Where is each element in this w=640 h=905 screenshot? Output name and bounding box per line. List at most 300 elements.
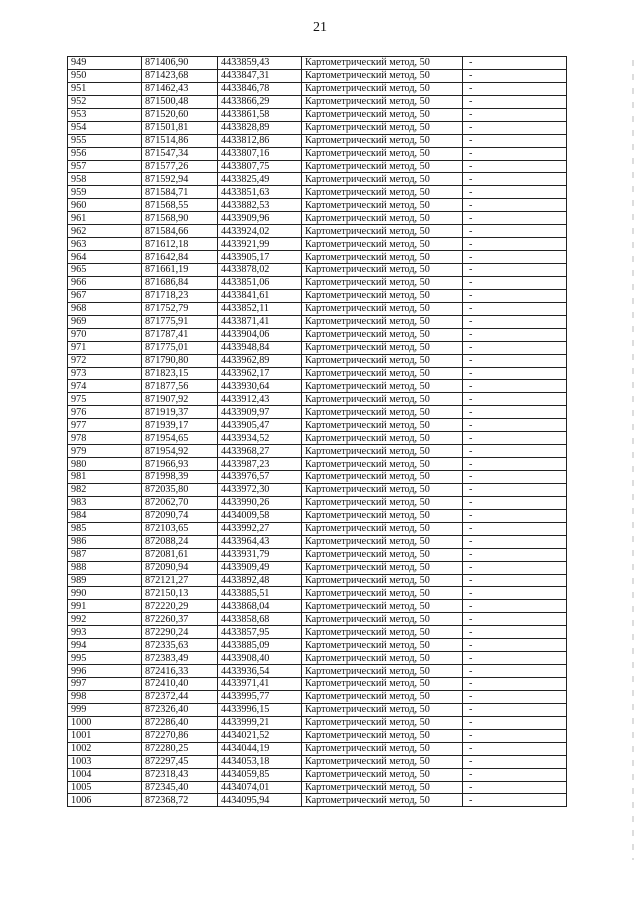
- method-cell: Картометрический метод, 50: [302, 108, 463, 121]
- y-coordinate-cell: 4433861,58: [218, 108, 302, 121]
- y-coordinate-cell: 4433859,43: [218, 57, 302, 70]
- x-coordinate-cell: 872368,72: [142, 794, 218, 807]
- x-coordinate-cell: 872280,25: [142, 742, 218, 755]
- table-row: [68, 264, 567, 277]
- y-coordinate-cell: 4433976,57: [218, 471, 302, 484]
- method-cell: Картометрический метод, 50: [302, 458, 463, 471]
- y-coordinate-cell: 4433878,02: [218, 264, 302, 277]
- point-number-cell: 965: [68, 264, 142, 277]
- y-coordinate-cell: 4433909,97: [218, 406, 302, 419]
- table-row: [68, 393, 567, 406]
- y-coordinate-cell: 4433912,43: [218, 393, 302, 406]
- point-number-cell: 989: [68, 574, 142, 587]
- table-row: [68, 186, 567, 199]
- table-row: [68, 380, 567, 393]
- error-cell: -: [463, 82, 567, 95]
- scan-edge-mark: [632, 60, 634, 860]
- table-row: [68, 574, 567, 587]
- error-cell: -: [463, 121, 567, 134]
- table-row: [68, 496, 567, 509]
- point-number-cell: 964: [68, 251, 142, 264]
- method-cell: Картометрический метод, 50: [302, 238, 463, 251]
- method-cell: Картометрический метод, 50: [302, 432, 463, 445]
- table-row: [68, 509, 567, 522]
- table-row: [68, 716, 567, 729]
- point-number-cell: 991: [68, 600, 142, 613]
- table-row: [68, 483, 567, 496]
- error-cell: -: [463, 276, 567, 289]
- method-cell: Картометрический метод, 50: [302, 212, 463, 225]
- method-cell: Картометрический метод, 50: [302, 561, 463, 574]
- y-coordinate-cell: 4433851,06: [218, 276, 302, 289]
- y-coordinate-cell: 4433996,15: [218, 703, 302, 716]
- x-coordinate-cell: 871568,90: [142, 212, 218, 225]
- method-cell: Картометрический метод, 50: [302, 95, 463, 108]
- x-coordinate-cell: 872062,70: [142, 496, 218, 509]
- table-row: [68, 354, 567, 367]
- error-cell: -: [463, 445, 567, 458]
- table-row: [68, 561, 567, 574]
- method-cell: Картометрический метод, 50: [302, 678, 463, 691]
- y-coordinate-cell: 4433905,17: [218, 251, 302, 264]
- x-coordinate-cell: 871592,94: [142, 173, 218, 186]
- method-cell: Картометрический метод, 50: [302, 251, 463, 264]
- x-coordinate-cell: 872326,40: [142, 703, 218, 716]
- method-cell: Картометрический метод, 50: [302, 147, 463, 160]
- method-cell: Картометрический метод, 50: [302, 742, 463, 755]
- point-number-cell: 958: [68, 173, 142, 186]
- point-number-cell: 995: [68, 652, 142, 665]
- table-row: [68, 225, 567, 238]
- point-number-cell: 968: [68, 302, 142, 315]
- y-coordinate-cell: 4434074,01: [218, 781, 302, 794]
- method-cell: Картометрический метод, 50: [302, 639, 463, 652]
- method-cell: Картометрический метод, 50: [302, 367, 463, 380]
- method-cell: Картометрический метод, 50: [302, 703, 463, 716]
- x-coordinate-cell: 871686,84: [142, 276, 218, 289]
- point-number-cell: 988: [68, 561, 142, 574]
- y-coordinate-cell: 4433847,31: [218, 69, 302, 82]
- table-row: [68, 108, 567, 121]
- x-coordinate-cell: 871520,60: [142, 108, 218, 121]
- method-cell: Картометрический метод, 50: [302, 186, 463, 199]
- y-coordinate-cell: 4433972,30: [218, 483, 302, 496]
- y-coordinate-cell: 4433868,04: [218, 600, 302, 613]
- table-row: [68, 781, 567, 794]
- table-row: [68, 587, 567, 600]
- table-row: [68, 755, 567, 768]
- error-cell: -: [463, 354, 567, 367]
- table-row: [68, 238, 567, 251]
- table-row: [68, 742, 567, 755]
- method-cell: Картометрический метод, 50: [302, 406, 463, 419]
- x-coordinate-cell: 872372,44: [142, 690, 218, 703]
- point-number-cell: 970: [68, 328, 142, 341]
- y-coordinate-cell: 4433882,53: [218, 199, 302, 212]
- table-row: [68, 276, 567, 289]
- point-number-cell: 972: [68, 354, 142, 367]
- error-cell: -: [463, 160, 567, 173]
- table-row: [68, 639, 567, 652]
- point-number-cell: 955: [68, 134, 142, 147]
- x-coordinate-cell: 871718,23: [142, 289, 218, 302]
- method-cell: Картометрический метод, 50: [302, 690, 463, 703]
- y-coordinate-cell: 4433948,84: [218, 341, 302, 354]
- error-cell: -: [463, 781, 567, 794]
- error-cell: -: [463, 419, 567, 432]
- method-cell: Картометрический метод, 50: [302, 445, 463, 458]
- method-cell: Картометрический метод, 50: [302, 587, 463, 600]
- table-row: [68, 690, 567, 703]
- method-cell: Картометрический метод, 50: [302, 82, 463, 95]
- x-coordinate-cell: 871790,80: [142, 354, 218, 367]
- error-cell: -: [463, 108, 567, 121]
- error-cell: -: [463, 574, 567, 587]
- y-coordinate-cell: 4434044,19: [218, 742, 302, 755]
- method-cell: Картометрический метод, 50: [302, 173, 463, 186]
- y-coordinate-cell: 4433971,41: [218, 678, 302, 691]
- point-number-cell: 983: [68, 496, 142, 509]
- error-cell: -: [463, 186, 567, 199]
- error-cell: -: [463, 302, 567, 315]
- y-coordinate-cell: 4433931,79: [218, 548, 302, 561]
- point-number-cell: 975: [68, 393, 142, 406]
- method-cell: Картометрический метод, 50: [302, 225, 463, 238]
- error-cell: -: [463, 458, 567, 471]
- method-cell: Картометрический метод, 50: [302, 781, 463, 794]
- error-cell: -: [463, 587, 567, 600]
- error-cell: -: [463, 432, 567, 445]
- table-row: [68, 199, 567, 212]
- point-number-cell: 959: [68, 186, 142, 199]
- y-coordinate-cell: 4433825,49: [218, 173, 302, 186]
- table-row: [68, 147, 567, 160]
- x-coordinate-cell: 871584,66: [142, 225, 218, 238]
- x-coordinate-cell: 872090,74: [142, 509, 218, 522]
- method-cell: Картометрический метод, 50: [302, 794, 463, 807]
- error-cell: -: [463, 755, 567, 768]
- error-cell: -: [463, 147, 567, 160]
- x-coordinate-cell: 871406,90: [142, 57, 218, 70]
- error-cell: -: [463, 483, 567, 496]
- table-row: [68, 367, 567, 380]
- method-cell: Картометрический метод, 50: [302, 535, 463, 548]
- point-number-cell: 962: [68, 225, 142, 238]
- method-cell: Картометрический метод, 50: [302, 613, 463, 626]
- x-coordinate-cell: 872121,27: [142, 574, 218, 587]
- x-coordinate-cell: 871568,55: [142, 199, 218, 212]
- coordinates-table: [67, 56, 567, 807]
- point-number-cell: 973: [68, 367, 142, 380]
- method-cell: Картометрический метод, 50: [302, 626, 463, 639]
- error-cell: -: [463, 199, 567, 212]
- table-row: [68, 212, 567, 225]
- point-number-cell: 981: [68, 471, 142, 484]
- y-coordinate-cell: 4433909,49: [218, 561, 302, 574]
- point-number-cell: 992: [68, 613, 142, 626]
- x-coordinate-cell: 871954,92: [142, 445, 218, 458]
- y-coordinate-cell: 4433962,89: [218, 354, 302, 367]
- x-coordinate-cell: 871775,91: [142, 315, 218, 328]
- method-cell: Картометрический метод, 50: [302, 264, 463, 277]
- point-number-cell: 954: [68, 121, 142, 134]
- method-cell: Картометрический метод, 50: [302, 380, 463, 393]
- table-row: [68, 406, 567, 419]
- method-cell: Картометрический метод, 50: [302, 341, 463, 354]
- y-coordinate-cell: 4433866,29: [218, 95, 302, 108]
- x-coordinate-cell: 872270,86: [142, 729, 218, 742]
- error-cell: -: [463, 406, 567, 419]
- table-row: [68, 315, 567, 328]
- y-coordinate-cell: 4433936,54: [218, 665, 302, 678]
- y-coordinate-cell: 4434009,58: [218, 509, 302, 522]
- point-number-cell: 963: [68, 238, 142, 251]
- x-coordinate-cell: 872297,45: [142, 755, 218, 768]
- x-coordinate-cell: 872345,40: [142, 781, 218, 794]
- error-cell: -: [463, 289, 567, 302]
- method-cell: Картометрический метод, 50: [302, 483, 463, 496]
- point-number-cell: 960: [68, 199, 142, 212]
- x-coordinate-cell: 871462,43: [142, 82, 218, 95]
- x-coordinate-cell: 872035,80: [142, 483, 218, 496]
- error-cell: -: [463, 134, 567, 147]
- point-number-cell: 1004: [68, 768, 142, 781]
- table-row: [68, 703, 567, 716]
- x-coordinate-cell: 871752,79: [142, 302, 218, 315]
- method-cell: Картометрический метод, 50: [302, 289, 463, 302]
- error-cell: -: [463, 794, 567, 807]
- table-row: [68, 419, 567, 432]
- y-coordinate-cell: 4433904,06: [218, 328, 302, 341]
- x-coordinate-cell: 872260,37: [142, 613, 218, 626]
- x-coordinate-cell: 872081,61: [142, 548, 218, 561]
- x-coordinate-cell: 871584,71: [142, 186, 218, 199]
- point-number-cell: 969: [68, 315, 142, 328]
- point-number-cell: 984: [68, 509, 142, 522]
- error-cell: -: [463, 57, 567, 70]
- method-cell: Картометрический метод, 50: [302, 354, 463, 367]
- method-cell: Картометрический метод, 50: [302, 548, 463, 561]
- table-row: [68, 289, 567, 302]
- error-cell: -: [463, 678, 567, 691]
- method-cell: Картометрический метод, 50: [302, 419, 463, 432]
- table-body: [68, 57, 567, 807]
- x-coordinate-cell: 872318,43: [142, 768, 218, 781]
- error-cell: -: [463, 393, 567, 406]
- point-number-cell: 1006: [68, 794, 142, 807]
- table-row: [68, 82, 567, 95]
- point-number-cell: 979: [68, 445, 142, 458]
- point-number-cell: 950: [68, 69, 142, 82]
- point-number-cell: 987: [68, 548, 142, 561]
- table-row: [68, 794, 567, 807]
- error-cell: -: [463, 225, 567, 238]
- point-number-cell: 971: [68, 341, 142, 354]
- table-row: [68, 535, 567, 548]
- error-cell: -: [463, 716, 567, 729]
- point-number-cell: 990: [68, 587, 142, 600]
- method-cell: Картометрический метод, 50: [302, 302, 463, 315]
- x-coordinate-cell: 872220,29: [142, 600, 218, 613]
- method-cell: Картометрический метод, 50: [302, 57, 463, 70]
- x-coordinate-cell: 871823,15: [142, 367, 218, 380]
- x-coordinate-cell: 871501,81: [142, 121, 218, 134]
- table-row: [68, 600, 567, 613]
- x-coordinate-cell: 872090,94: [142, 561, 218, 574]
- x-coordinate-cell: 871877,56: [142, 380, 218, 393]
- table-row: [68, 432, 567, 445]
- method-cell: Картометрический метод, 50: [302, 768, 463, 781]
- error-cell: -: [463, 509, 567, 522]
- method-cell: Картометрический метод, 50: [302, 160, 463, 173]
- x-coordinate-cell: 871954,65: [142, 432, 218, 445]
- method-cell: Картометрический метод, 50: [302, 716, 463, 729]
- y-coordinate-cell: 4433852,11: [218, 302, 302, 315]
- table-row: [68, 134, 567, 147]
- point-number-cell: 957: [68, 160, 142, 173]
- table-row: [68, 121, 567, 134]
- error-cell: -: [463, 173, 567, 186]
- error-cell: -: [463, 471, 567, 484]
- x-coordinate-cell: 871939,17: [142, 419, 218, 432]
- table-row: [68, 665, 567, 678]
- x-coordinate-cell: 872383,49: [142, 652, 218, 665]
- y-coordinate-cell: 4433990,26: [218, 496, 302, 509]
- table-row: [68, 160, 567, 173]
- y-coordinate-cell: 4433987,23: [218, 458, 302, 471]
- error-cell: -: [463, 522, 567, 535]
- method-cell: Картометрический метод, 50: [302, 496, 463, 509]
- error-cell: -: [463, 561, 567, 574]
- method-cell: Картометрический метод, 50: [302, 729, 463, 742]
- x-coordinate-cell: 871775,01: [142, 341, 218, 354]
- table-row: [68, 445, 567, 458]
- point-number-cell: 997: [68, 678, 142, 691]
- point-number-cell: 977: [68, 419, 142, 432]
- x-coordinate-cell: 871514,86: [142, 134, 218, 147]
- x-coordinate-cell: 872335,63: [142, 639, 218, 652]
- method-cell: Картометрический метод, 50: [302, 315, 463, 328]
- point-number-cell: 999: [68, 703, 142, 716]
- error-cell: -: [463, 264, 567, 277]
- method-cell: Картометрический метод, 50: [302, 600, 463, 613]
- error-cell: -: [463, 341, 567, 354]
- error-cell: -: [463, 600, 567, 613]
- y-coordinate-cell: 4433807,75: [218, 160, 302, 173]
- method-cell: Картометрический метод, 50: [302, 121, 463, 134]
- error-cell: -: [463, 95, 567, 108]
- method-cell: Картометрический метод, 50: [302, 755, 463, 768]
- method-cell: Картометрический метод, 50: [302, 328, 463, 341]
- method-cell: Картометрический метод, 50: [302, 665, 463, 678]
- error-cell: -: [463, 496, 567, 509]
- x-coordinate-cell: 872290,24: [142, 626, 218, 639]
- x-coordinate-cell: 871998,39: [142, 471, 218, 484]
- y-coordinate-cell: 4433964,43: [218, 535, 302, 548]
- table-row: [68, 458, 567, 471]
- point-number-cell: 978: [68, 432, 142, 445]
- y-coordinate-cell: 4433885,09: [218, 639, 302, 652]
- x-coordinate-cell: 872286,40: [142, 716, 218, 729]
- x-coordinate-cell: 871787,41: [142, 328, 218, 341]
- point-number-cell: 986: [68, 535, 142, 548]
- x-coordinate-cell: 871577,26: [142, 160, 218, 173]
- error-cell: -: [463, 69, 567, 82]
- y-coordinate-cell: 4433851,63: [218, 186, 302, 199]
- y-coordinate-cell: 4433934,52: [218, 432, 302, 445]
- table-row: [68, 626, 567, 639]
- y-coordinate-cell: 4433999,21: [218, 716, 302, 729]
- table-row: [68, 678, 567, 691]
- y-coordinate-cell: 4434095,94: [218, 794, 302, 807]
- x-coordinate-cell: 871500,48: [142, 95, 218, 108]
- point-number-cell: 976: [68, 406, 142, 419]
- error-cell: -: [463, 238, 567, 251]
- y-coordinate-cell: 4434053,18: [218, 755, 302, 768]
- error-cell: -: [463, 742, 567, 755]
- x-coordinate-cell: 871642,84: [142, 251, 218, 264]
- y-coordinate-cell: 4433968,27: [218, 445, 302, 458]
- method-cell: Картометрический метод, 50: [302, 509, 463, 522]
- y-coordinate-cell: 4433908,40: [218, 652, 302, 665]
- error-cell: -: [463, 639, 567, 652]
- point-number-cell: 1002: [68, 742, 142, 755]
- error-cell: -: [463, 729, 567, 742]
- error-cell: -: [463, 367, 567, 380]
- table-row: [68, 69, 567, 82]
- table-row: [68, 328, 567, 341]
- method-cell: Картометрический метод, 50: [302, 276, 463, 289]
- point-number-cell: 966: [68, 276, 142, 289]
- point-number-cell: 951: [68, 82, 142, 95]
- point-number-cell: 956: [68, 147, 142, 160]
- y-coordinate-cell: 4433909,96: [218, 212, 302, 225]
- point-number-cell: 961: [68, 212, 142, 225]
- point-number-cell: 982: [68, 483, 142, 496]
- error-cell: -: [463, 251, 567, 264]
- table-row: [68, 548, 567, 561]
- point-number-cell: 952: [68, 95, 142, 108]
- x-coordinate-cell: 872150,13: [142, 587, 218, 600]
- y-coordinate-cell: 4433857,95: [218, 626, 302, 639]
- y-coordinate-cell: 4433905,47: [218, 419, 302, 432]
- y-coordinate-cell: 4433846,78: [218, 82, 302, 95]
- y-coordinate-cell: 4433807,16: [218, 147, 302, 160]
- point-number-cell: 985: [68, 522, 142, 535]
- point-number-cell: 953: [68, 108, 142, 121]
- y-coordinate-cell: 4433892,48: [218, 574, 302, 587]
- x-coordinate-cell: 871661,19: [142, 264, 218, 277]
- y-coordinate-cell: 4433858,68: [218, 613, 302, 626]
- error-cell: -: [463, 703, 567, 716]
- table-row: [68, 302, 567, 315]
- x-coordinate-cell: 872103,65: [142, 522, 218, 535]
- point-number-cell: 967: [68, 289, 142, 302]
- table-row: [68, 652, 567, 665]
- method-cell: Картометрический метод, 50: [302, 199, 463, 212]
- method-cell: Картометрический метод, 50: [302, 393, 463, 406]
- error-cell: -: [463, 315, 567, 328]
- point-number-cell: 1005: [68, 781, 142, 794]
- table-row: [68, 522, 567, 535]
- error-cell: -: [463, 690, 567, 703]
- table-row: [68, 613, 567, 626]
- error-cell: -: [463, 328, 567, 341]
- y-coordinate-cell: 4433962,17: [218, 367, 302, 380]
- page-number: 21: [313, 20, 327, 35]
- method-cell: Картометрический метод, 50: [302, 522, 463, 535]
- table-row: [68, 173, 567, 186]
